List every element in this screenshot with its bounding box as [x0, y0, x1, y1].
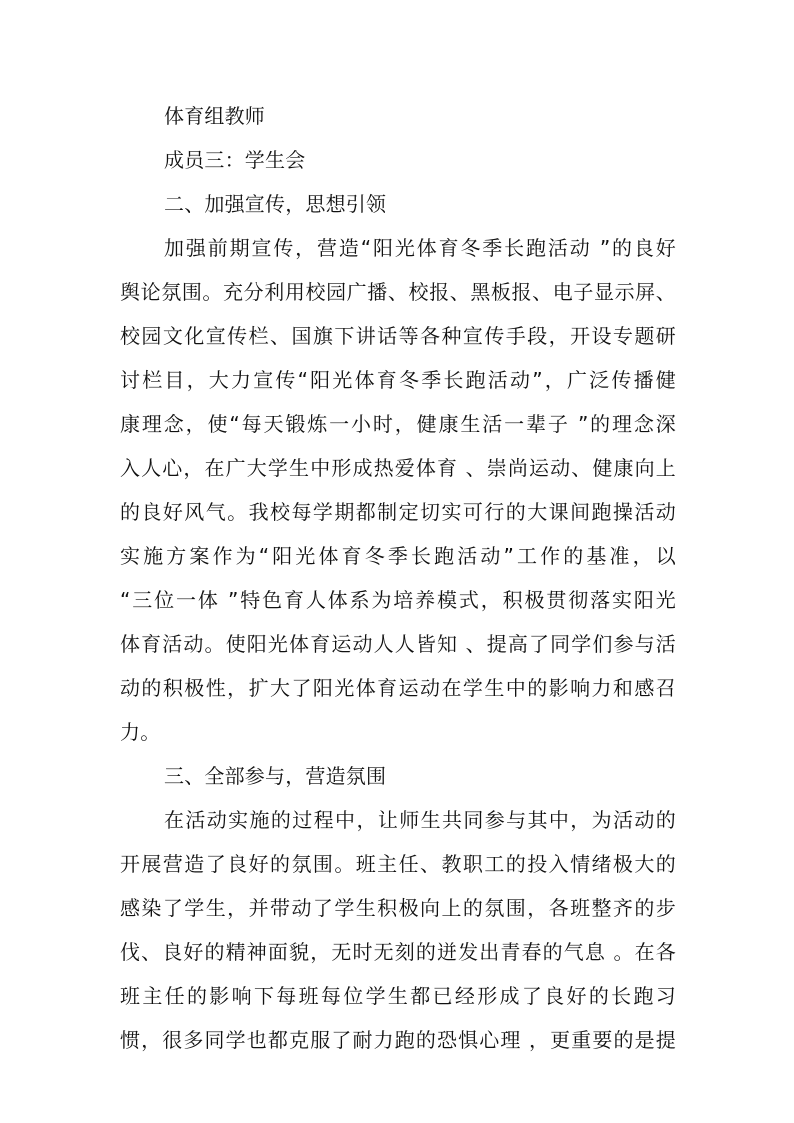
text-line: 体育组教师	[164, 104, 265, 128]
paragraph-line: 力。	[120, 720, 161, 744]
paragraph-line: 入人心，在广大学生中形成热爱体育 、崇尚运动、健康向上	[120, 456, 676, 480]
paragraph-line: 开展营造了良好的氛围。班主任、教职工的投入情绪极大的	[120, 852, 676, 876]
paragraph-line: 加强前期宣传，营造“阳光体育冬季长跑活动 ”的良好	[164, 236, 676, 260]
paragraph-line: 实施方案作为“阳光体育冬季长跑活动”工作的基准，以	[120, 544, 676, 568]
paragraph-line: 动的积极性，扩大了阳光体育运动在学生中的影响力和感召	[120, 676, 676, 700]
paragraph-line: 在活动实施的过程中，让师生共同参与其中，为活动的	[164, 808, 676, 832]
section-heading: 二、加强宣传，思想引领	[164, 192, 387, 216]
paragraph-line: 班主任的影响下每班每位学生都已经形成了良好的长跑习	[120, 984, 676, 1008]
paragraph-line: 感染了学生，并带动了学生积极向上的氛围，各班整齐的步	[120, 896, 676, 920]
paragraph-line: 讨栏目，大力宣传“阳光体育冬季长跑活动”，广泛传播健	[120, 368, 676, 392]
paragraph-line: “三位一体 ”特色育人体系为培养模式，积极贯彻落实阳光	[120, 588, 676, 612]
paragraph-line: 的良好风气。我校每学期都制定切实可行的大课间跑操活动	[120, 500, 676, 524]
section-heading: 三、全部参与，营造氛围	[164, 764, 387, 788]
paragraph-line: 康理念，使“每天锻炼一小时，健康生活一辈子 ”的理念深	[120, 412, 676, 436]
paragraph-line: 伐、良好的精神面貌，无时无刻的迸发出青春的气息 。在各	[120, 940, 676, 964]
text-line: 成员三：学生会	[164, 148, 306, 172]
paragraph-line: 校园文化宣传栏、国旗下讲话等各种宣传手段，开设专题研	[120, 324, 676, 348]
paragraph-line: 舆论氛围。充分利用校园广播、校报、黑板报、电子显示屏、	[120, 280, 676, 304]
paragraph-line: 惯，很多同学也都克服了耐力跑的恐惧心理 ，更重要的是提	[120, 1028, 676, 1052]
paragraph-line: 体育活动。使阳光体育运动人人皆知 、提高了同学们参与活	[120, 632, 676, 656]
